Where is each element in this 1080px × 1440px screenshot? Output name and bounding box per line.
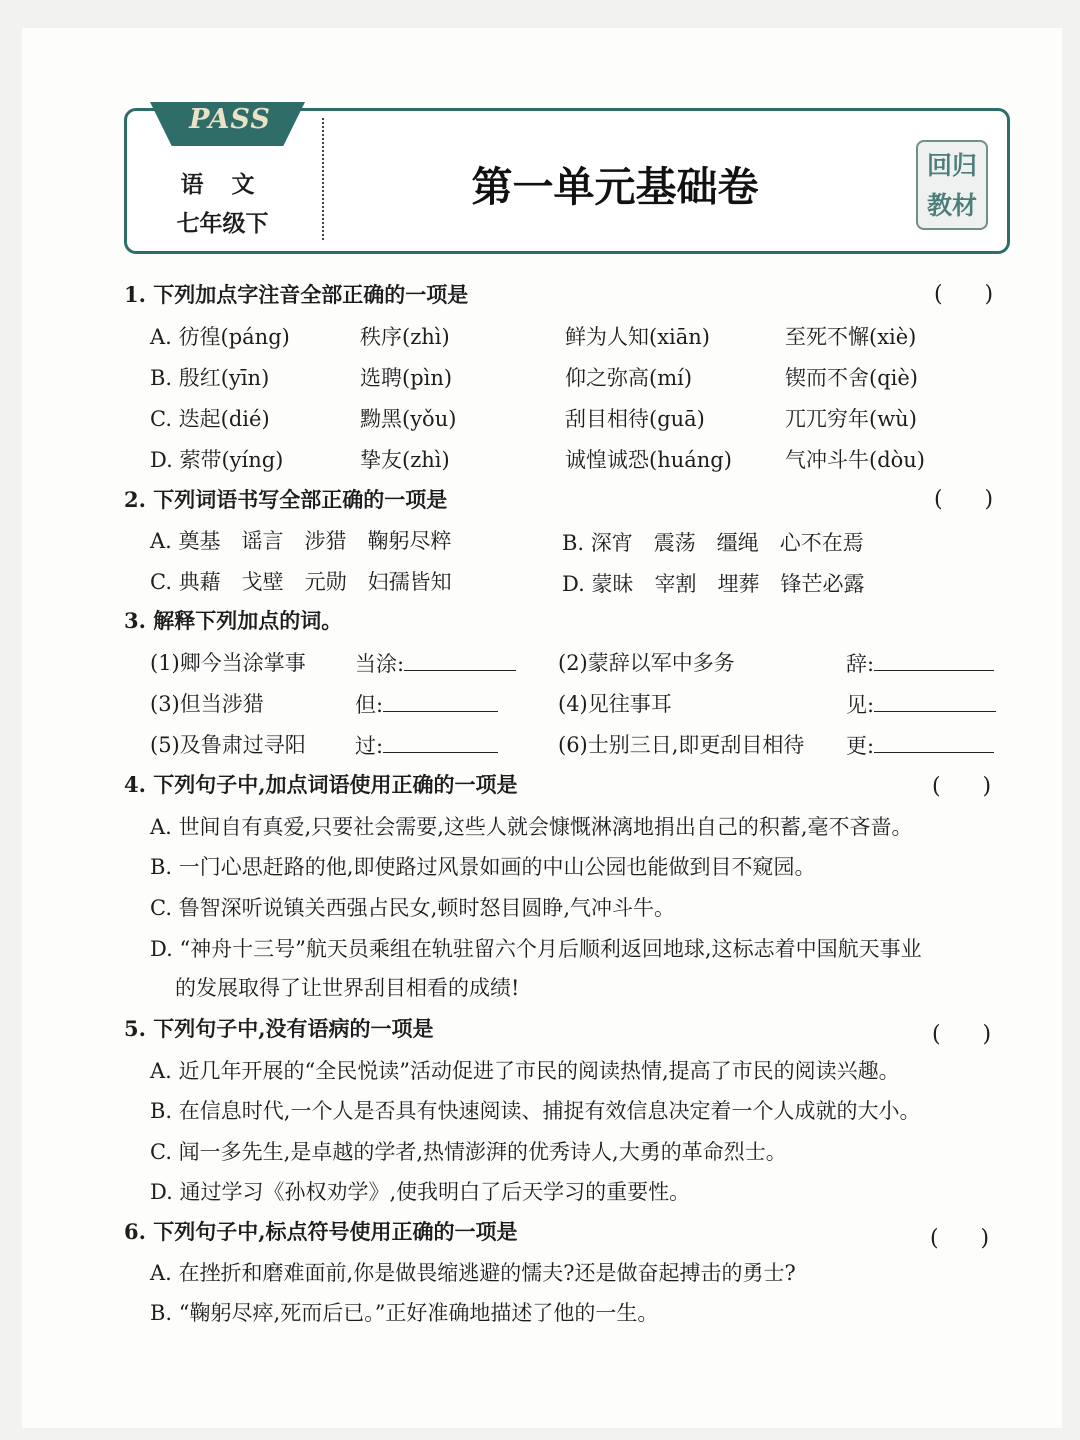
subject-label: 语 文 <box>180 171 265 198</box>
q3-item-5: (5)及鲁肃过寻阳 <box>150 733 306 757</box>
q1-option-c-1: C. 迭起(dié) <box>150 407 270 431</box>
q1-option-d-1: D. 萦带(yíng) <box>150 448 284 472</box>
q3-item-6-word: 更: <box>846 734 875 758</box>
answer-paren-6[interactable]: ( ) <box>930 1226 990 1251</box>
q5-option-a: A. 近几年开展的“全民悦读”活动促进了市民的阅读热情,提高了市民的阅读兴趣。 <box>150 1059 900 1083</box>
q5-option-c: C. 闻一多先生,是卓越的学者,热情澎湃的优秀诗人,大勇的革命烈士。 <box>150 1140 787 1164</box>
question-5-stem: 5. 下列句子中,没有语病的一项是 <box>124 1016 434 1041</box>
q4-option-d-line-2: 的发展取得了让世界刮目相看的成绩! <box>175 976 520 1000</box>
q1-option-b-2: 选聘(pìn) <box>360 366 453 390</box>
q3-item-5-word: 过: <box>355 734 384 758</box>
q2-option-a: A. 奠基 谣言 涉猎 鞠躬尽粹 <box>150 529 452 553</box>
q5-option-b: B. 在信息时代,一个人是否具有快速阅读、捕捉有效信息决定着一个人成就的大小。 <box>150 1099 921 1123</box>
q1-option-a-1: A. 彷徨(páng) <box>150 325 290 349</box>
badge-line-2: 教材 <box>926 191 977 220</box>
q3-blank-6[interactable] <box>874 730 994 753</box>
q3-blank-5[interactable] <box>383 730 498 753</box>
header-divider <box>322 118 324 240</box>
q3-item-1-label <box>355 648 516 679</box>
question-4-stem: 4. 下列句子中,加点词语使用正确的一项是 <box>124 772 518 797</box>
q3-item-6-label <box>846 730 994 761</box>
q1-option-a-3: 鲜为人知(xiān) <box>565 325 710 349</box>
question-6-stem: 6. 下列句子中,标点符号使用正确的一项是 <box>124 1219 518 1244</box>
q3-item-6: (6)士别三日,即更刮目相待 <box>558 733 805 757</box>
q1-option-b-1: B. 殷红(yīn) <box>150 366 270 390</box>
q3-item-1-word: 当涂: <box>355 652 405 676</box>
q3-item-2-word: 辞: <box>846 652 875 676</box>
q1-option-c-3: 刮目相待(guā) <box>565 407 705 431</box>
q3-item-1: (1)卿今当涂掌事 <box>150 651 306 675</box>
q2-option-c: C. 典藉 戈壁 元勋 妇孺皆知 <box>150 570 452 594</box>
page-title: 第一单元基础卷 <box>471 163 759 211</box>
question-2-stem: 2. 下列词语书写全部正确的一项是 <box>124 487 448 512</box>
q3-item-4-label <box>846 689 996 720</box>
q1-option-d-4: 气冲斗牛(dòu) <box>785 448 925 472</box>
q2-option-d: D. 蒙昧 宰割 埋葬 锋芒必露 <box>562 572 865 596</box>
q4-option-d-line-1: D. “神舟十三号”航天员乘组在轨驻留六个月后顺利返回地球,这标志着中国航天事业 <box>150 937 922 961</box>
pass-logo: PASS <box>189 104 271 135</box>
q3-item-3-label <box>355 689 498 720</box>
q6-option-a: A. 在挫折和磨难面前,你是做畏缩逃避的懦夫?还是做奋起搏击的勇士? <box>150 1261 796 1285</box>
q6-option-b: B. “鞠躬尽瘁,死而后已。”正好准确地描述了他的一生。 <box>150 1301 659 1325</box>
q2-option-b: B. 深宵 震荡 缰绳 心不在焉 <box>562 531 864 555</box>
answer-paren-2[interactable]: ( ) <box>934 487 994 512</box>
answer-paren-1[interactable]: ( ) <box>934 282 994 307</box>
answer-paren-5[interactable]: ( ) <box>932 1022 992 1047</box>
answer-paren-4[interactable]: ( ) <box>932 774 992 799</box>
q3-item-4-word: 见: <box>846 693 875 717</box>
q3-item-2-label <box>846 648 994 679</box>
q3-item-4: (4)见往事耳 <box>558 692 672 716</box>
q4-option-a: A. 世间自有真爱,只要社会需要,这些人就会慷慨淋漓地捐出自己的积蓄,毫不吝啬。 <box>150 815 913 839</box>
q1-option-c-4: 兀兀穷年(wù) <box>785 407 917 431</box>
q1-option-a-4: 至死不懈(xiè) <box>785 325 917 349</box>
q1-option-b-3: 仰之弥高(mí) <box>565 366 693 390</box>
q1-option-c-2: 黝黑(yǒu) <box>360 407 457 431</box>
q3-blank-4[interactable] <box>874 689 996 712</box>
q3-item-2: (2)蒙辞以军中多务 <box>558 651 735 675</box>
q3-item-3-word: 但: <box>355 693 384 717</box>
question-1-stem: 1. 下列加点字注音全部正确的一项是 <box>124 282 469 307</box>
grade-label: 七年级下 <box>176 210 269 237</box>
q4-option-c: C. 鲁智深听说镇关西强占民女,顿时怒目圆睁,气冲斗牛。 <box>150 896 676 920</box>
question-3-stem: 3. 解释下列加点的词。 <box>124 608 343 633</box>
q5-option-d: D. 通过学习《孙权劝学》,使我明白了后天学习的重要性。 <box>150 1180 691 1204</box>
q3-blank-3[interactable] <box>383 689 498 712</box>
back-to-textbook-badge <box>916 140 988 230</box>
q1-option-b-4: 锲而不舍(qiè) <box>785 366 918 390</box>
q1-option-d-3: 诚惶诚恐(huáng) <box>565 448 732 472</box>
q3-blank-2[interactable] <box>874 648 994 671</box>
q3-item-3: (3)但当涉猎 <box>150 692 264 716</box>
q3-blank-1[interactable] <box>404 648 516 671</box>
q3-item-5-label <box>355 730 498 761</box>
badge-line-1: 回归 <box>926 151 977 180</box>
q1-option-d-2: 挚友(zhì) <box>360 448 450 472</box>
q1-option-a-2: 秩序(zhì) <box>360 325 450 349</box>
q4-option-b: B. 一门心思赶路的他,即使路过风景如画的中山公园也能做到目不窥园。 <box>150 855 816 879</box>
